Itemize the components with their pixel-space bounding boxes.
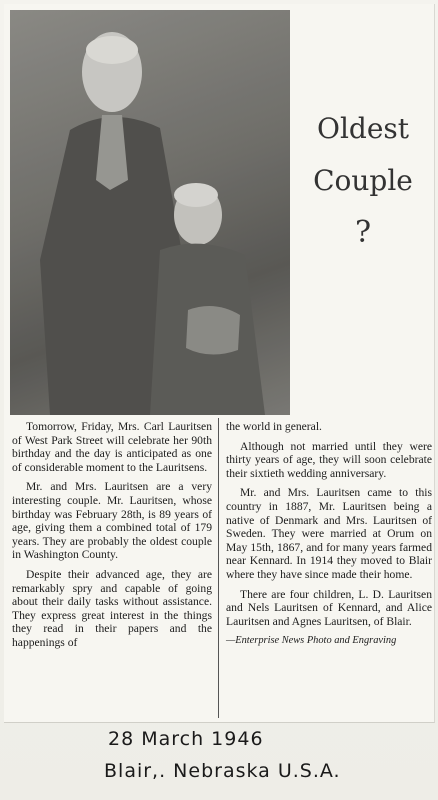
article-paragraph: There are four children, L. D. Lauritsen and Nels Lauritsen of Kennard, and Alice Lauritsen and Agnes Lauritsen, of Blair. [226, 587, 432, 628]
column-divider [218, 418, 219, 718]
couple-photo-drawing [10, 10, 290, 415]
article-paragraph: Mr. and Mrs. Lauritsen are a very interesting couple. Mr. Lauritsen, whose birthday was February 28th, is 89 years of age, giving them a combined total of 179 years. They are probably the oldest couple in Washington County. [12, 480, 212, 562]
newspaper-clipping [4, 4, 435, 723]
article-paragraph: Despite their advanced age, they are remarkably spry and capable of going about their daily tasks without assistance. They express great interest in the things they read in their papers and the happenings of [12, 567, 212, 649]
article-column-right [226, 420, 432, 654]
article-paragraph: Although not married until they were thirty years of age, they will soon celebrate their sixtieth wedding anniversary. [226, 439, 432, 480]
headline-line-couple: Couple [313, 164, 413, 197]
headline [298, 112, 428, 250]
article-column-left [12, 420, 212, 656]
photo-credit: —Enterprise News Photo and Engraving [226, 635, 397, 647]
headline-question-mark: ? [354, 215, 372, 250]
article-paragraph: Mr. and Mrs. Lauritsen came to this country in 1887, Mr. Lauritsen being a native of Denmark and Mrs. Lauritsen of Sweden. They were married at Orum on May 15th, 1867, and for many years farmed near Kennard. In 1914 they moved to Blair where they have since made their home. [226, 486, 432, 581]
headline-line-oldest: Oldest [316, 112, 410, 145]
article-paragraph: Tomorrow, Friday, Mrs. Carl Lauritsen of West Park Street will celebrate her 90th birthday and the day is anticipated as one of considerable moment to the Lauritsens. [12, 420, 212, 474]
handwritten-place: Blair,. Nebraska U.S.A. [104, 760, 341, 782]
couple-photo [10, 10, 290, 415]
handwritten-date: 28 March 1946 [108, 728, 264, 750]
article-continuation: the world in general. [226, 420, 322, 433]
